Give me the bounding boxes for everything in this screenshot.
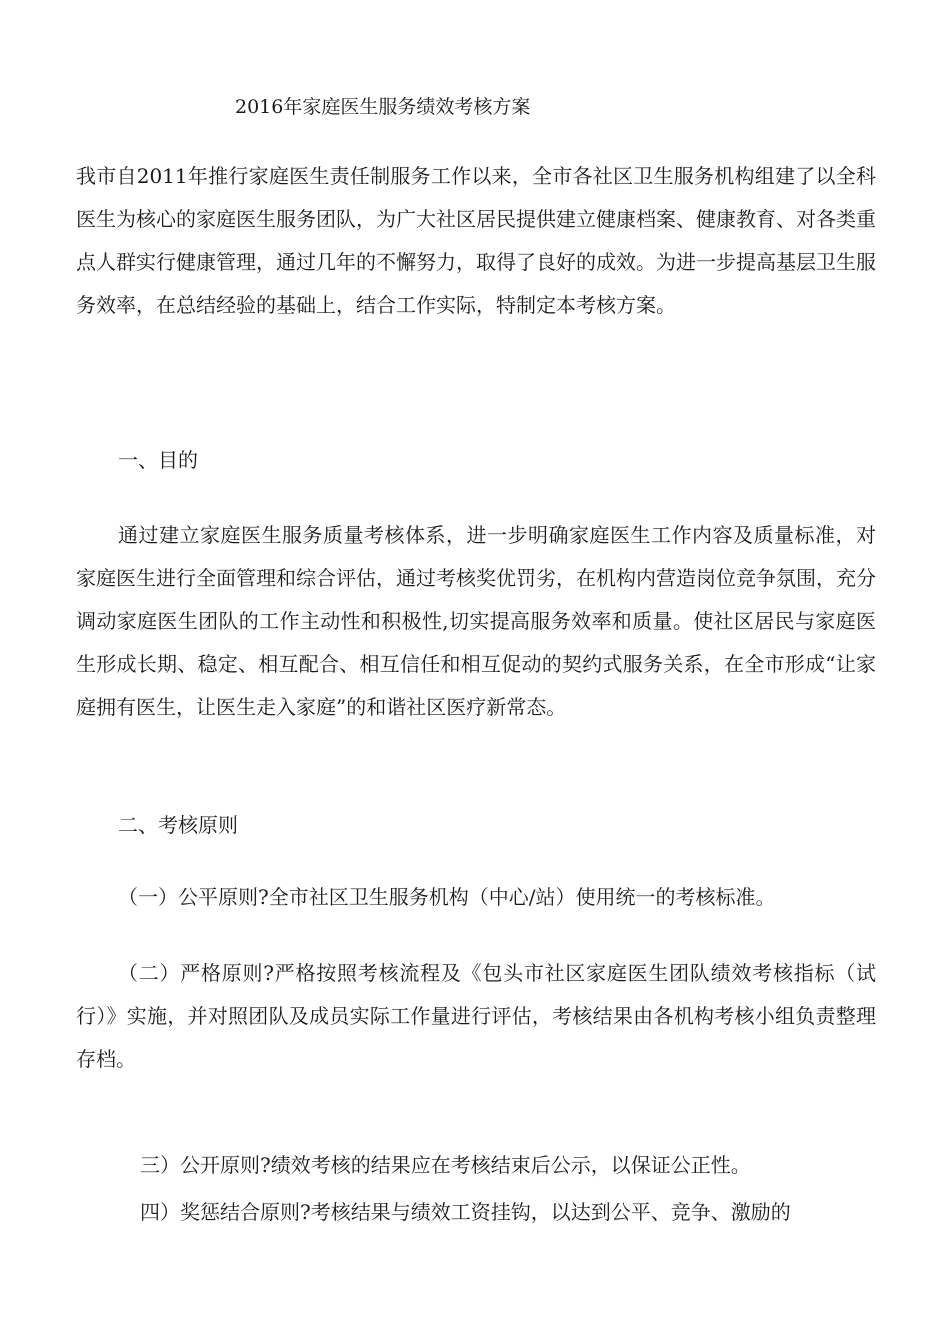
purpose-paragraph: 通过建立家庭医生服务质量考核体系，进一步明确家庭医生工作内容及质量标准，对家庭医生进行全面管理和综合评估，通过考核奖优罚劣，在机构内营造岗位竞争氛围，充分调动家庭医生团队的工作主动性和积极性,切实提高服务效率和质量。使社区居民与家庭医生形成长期、稳定、相互配合、相互信任和相互促动的契约式服务关系，在全市形成“让家庭拥有医生，让医生走入家庭”的和谐社区医疗新常态。 bbox=[76, 523, 876, 719]
section-heading-principles: 二、考核原则 bbox=[118, 813, 238, 837]
intro-paragraph: 我市自2011年推行家庭医生责任制服务工作以来，全市各社区卫生服务机构组建了以全科医生为核心的家庭医生服务团队，为广大社区居民提供建立健康档案、健康教育、对各类重点人群实行健康管理，通过几年的不懈努力，取得了良好的成效。为进一步提高基层卫生服务效率，在总结经验的基础上，结合工作实际，特制定本考核方案。 bbox=[76, 164, 876, 317]
principle-fairness: （一）公平原则?全市社区卫生服务机构（中心/站）使用统一的考核标准。 bbox=[118, 885, 776, 909]
principle-strictness: （二）严格原则?严格按照考核流程及《包头市社区家庭医生团队绩效考核指标（试行）》实施，并对照团队及成员实际工作量进行评估，考核结果由各机构考核小组负责整理存档。 bbox=[76, 961, 876, 1071]
section-heading-purpose: 一、目的 bbox=[118, 448, 198, 472]
principle-reward-punishment: 四）奖惩结合原则?考核结果与绩效工资挂钩，以达到公平、竞争、激励的 bbox=[140, 1200, 791, 1224]
principle-openness: 三）公开原则?绩效考核的结果应在考核结束后公示，以保证公正性。 bbox=[140, 1153, 751, 1177]
document-title: 2016年家庭医生服务绩效考核方案 bbox=[235, 96, 531, 118]
